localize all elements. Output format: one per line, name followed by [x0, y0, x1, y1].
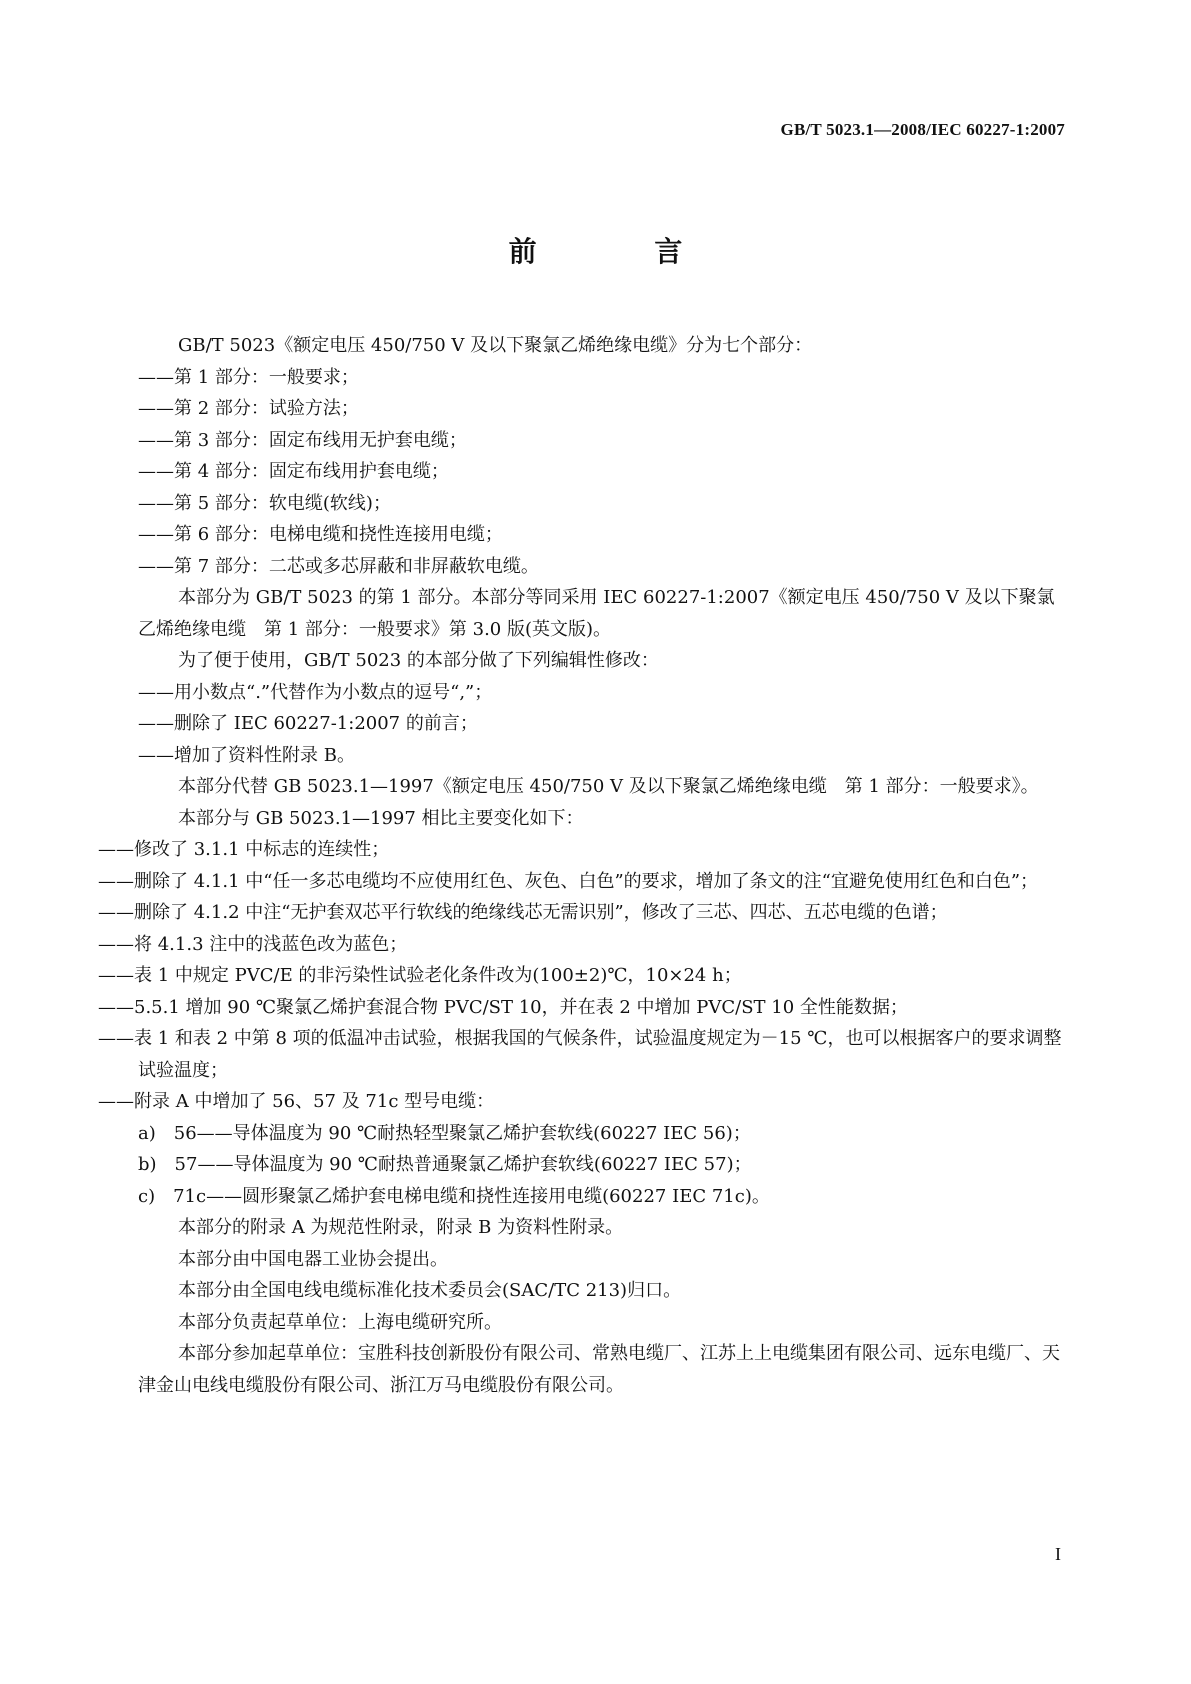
editorial-changes-paragraph: 为了便于使用，GB/T 5023 的本部分做了下列编辑性修改： [178, 650, 659, 671]
editorial-change-item: ——用小数点“.”代替作为小数点的逗号“,”； [138, 681, 493, 703]
list-item-part-3: ——第 3 部分：固定布线用无护套电缆； [138, 429, 467, 451]
list-item-part-2: ——第 2 部分：试验方法； [138, 398, 359, 419]
main-change-item: ——5.5.1 增加 90 ℃聚氯乙烯护套混合物 PVC/ST 10，并在表 2 中增加 PVC/ST 10 全性能数据； [98, 996, 908, 1018]
committee-paragraph: 本部分由全国电线电缆标准化技术委员会(SAC/TC 213)归口。 [178, 1280, 682, 1301]
main-change-item: ——表 1 和表 2 中第 8 项的低温冲击试验，根据我国的气候条件，试验温度规定为－15 ℃，也可以根据客户的要求调整试验温度； [98, 1028, 1062, 1081]
list-item-part-6: ——第 6 部分：电梯电缆和挠性连接用电缆； [138, 524, 503, 545]
participating-units-paragraph: 本部分参加起草单位：宝胜科技创新股份有限公司、常熟电缆厂、江苏上上电缆集团有限公司、远东电缆厂、天津金山电线电缆股份有限公司、浙江万马电缆股份有限公司。 [138, 1343, 1060, 1396]
main-change-item: ——附录 A 中增加了 56、57 及 71c 型号电缆： [98, 1091, 495, 1112]
sub-item-c: c) 71c——圆形聚氯乙烯护套电梯电缆和挠性连接用电缆(60227 IEC 71c)。 [138, 1185, 770, 1207]
main-change-item: ——修改了 3.1.1 中标志的连续性； [98, 839, 390, 860]
main-changes-paragraph: 本部分与 GB 5023.1—1997 相比主要变化如下： [178, 807, 584, 829]
sub-item-b: b) 57——导体温度为 90 ℃耐热普通聚氯乙烯护套软线(60227 IEC 57)； [138, 1154, 752, 1175]
replacement-paragraph: 本部分代替 GB 5023.1—1997《额定电压 450/750 V 及以下聚氯乙烯绝缘电缆 第 1 部分：一般要求》。 [178, 776, 1039, 797]
page-number: I [1055, 1544, 1061, 1564]
page-title: 前 言 [508, 235, 737, 268]
standard-code-header: GB/T 5023.1—2008/IEC 60227-1:2007 [780, 120, 1065, 139]
sub-item-a: a) 56——导体温度为 90 ℃耐热轻型聚氯乙烯护套软线(60227 IEC 56)； [138, 1122, 751, 1144]
list-item-part-7: ——第 7 部分：二芯或多芯屏蔽和非屏蔽软电缆。 [138, 555, 539, 577]
adoption-paragraph: 本部分为 GB/T 5023 的第 1 部分。本部分等同采用 IEC 60227-1:2007《额定电压 450/750 V 及以下聚氯乙烯绝缘电缆 第 1 部分：一般要求》第 3.0 版(英文版)。 [138, 587, 1055, 640]
main-change-item: ——删除了 4.1.2 中注“无护套双芯平行软线的绝缘线芯无需识别”，修改了三芯、四芯、五芯电缆的色谱； [98, 902, 948, 923]
document-body [98, 330, 1066, 1401]
drafting-unit-paragraph: 本部分负责起草单位：上海电缆研究所。 [178, 1311, 502, 1333]
intro-paragraph: GB/T 5023《额定电压 450/750 V 及以下聚氯乙烯绝缘电缆》分为七个部分： [178, 335, 813, 356]
main-change-item: ——将 4.1.3 注中的浅蓝色改为蓝色； [98, 933, 408, 955]
editorial-change-item: ——删除了 IEC 60227-1:2007 的前言； [138, 713, 478, 734]
editorial-change-item: ——增加了资料性附录 B。 [138, 744, 355, 766]
list-item-part-5: ——第 5 部分：软电缆(软线)； [138, 492, 391, 514]
list-item-part-4: ——第 4 部分：固定布线用护套电缆； [138, 461, 449, 482]
list-item-part-1: ——第 1 部分：一般要求； [138, 366, 359, 388]
annex-paragraph: 本部分的附录 A 为规范性附录，附录 B 为资料性附录。 [178, 1217, 624, 1238]
proposer-paragraph: 本部分由中国电器工业协会提出。 [178, 1248, 448, 1270]
main-change-item: ——删除了 4.1.1 中“任一多芯电缆均不应使用红色、灰色、白色”的要求，增加了条文的注“宜避免使用红色和白色”； [98, 870, 1039, 892]
main-change-item: ——表 1 中规定 PVC/E 的非污染性试验老化条件改为(100±2)℃，10×24 h； [98, 965, 742, 986]
